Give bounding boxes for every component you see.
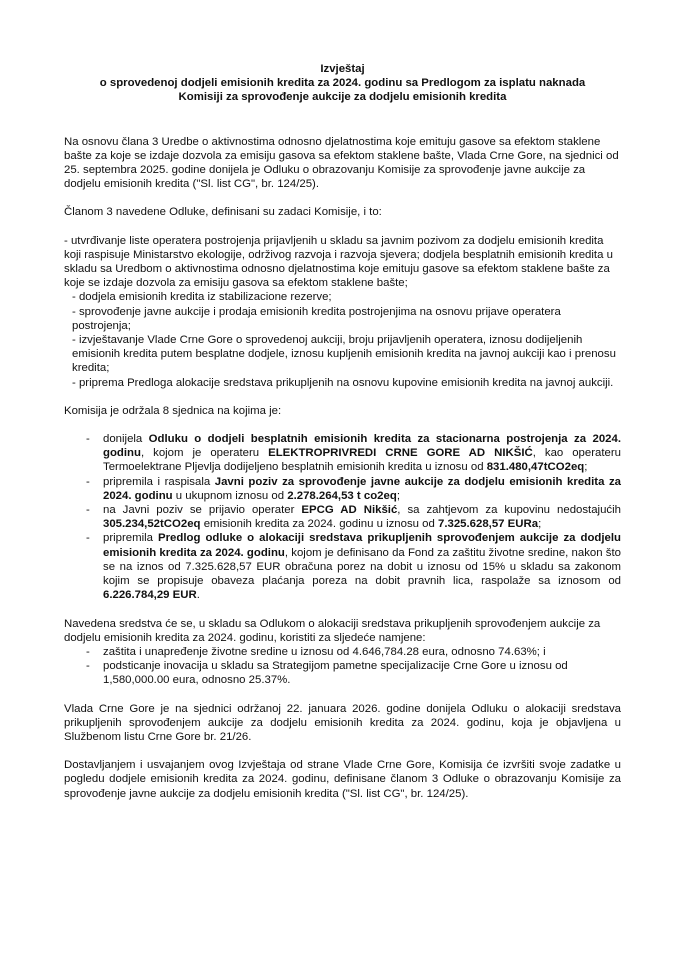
text-span: , kojom je operateru (140, 447, 269, 460)
title-line-3: Komisiji za sprovođenje aukcije za dodjelu emisionih kredita (178, 91, 507, 104)
proposal-name: Predlog odluke o alokaciji sredstava prikupljenih sprovođenjem aukcije za dodjelu emisionih kredita za 2024. godinu (103, 532, 621, 559)
tasks-list (64, 234, 621, 390)
text-span: , kojom je definisano da Fond za zaštitu životne sredine, nakon što se na iznos od 7.325.628,57 EUR obračuna porez na dobit u iznosu od 15% u skladu sa zakonom kojim se propisuje obaveza plaćanja poreza na dobit pravnih lica, raspolaže sa iznosom od (103, 546, 621, 588)
purpose-item (64, 645, 621, 659)
text-span: . (196, 589, 200, 602)
session-item (64, 531, 621, 602)
text-span: donijela (103, 433, 149, 446)
intro-paragraph: Na osnovu člana 3 Uredbe o aktivnostima odnosno djelatnostima koje emituju gasove sa efektom staklene bašte za koje se izdaje dozvola za emisiju gasova sa efektom staklene bašte, Vlada Crne Gore, na sjednici od 25. septembra 2025. godine donijela je Odluku o obrazovanju Komisije za sprovođenje javne aukcije za dodjelu emisionih kredita ("Sl. list CG", br. 124/25). (64, 135, 619, 191)
session-item (64, 432, 621, 475)
title-line-2: o sprovedenoj dodjeli emisionih kredita za 2024. godinu sa Predlogom za isplatu naknada (99, 77, 586, 90)
amount: 7.325.628,57 EURa (438, 518, 539, 531)
task-item: - sprovođenje javne aukcije i prodaja emisionih kredita postrojenjima na osnovu prijave operatera postrojenja; (72, 305, 561, 332)
task-item: - dodjela emisionih kredita iz stabilizacione rezerve; (72, 291, 332, 304)
purpose-text: zaštita i unapređenje životne sredine u iznosu od 4.646,784.28 eura, odnosno 74.63%; i (103, 645, 546, 658)
purpose-item (64, 659, 621, 687)
task-item: - priprema Predloga alokacije sredstava prikupljenih na osnovu kupovine emisionih kredita na javnoj aukciji. (72, 376, 614, 389)
sessions-list (64, 432, 621, 602)
amount: 2.278.264,53 t co2eq (287, 489, 397, 502)
purposes-intro: Navedena sredstva će se, u skladu sa Odlukom o alokaciji sredstava prikupljenih sprovođenjem aukcije za dodjelu emisionih kredita za 2024. godinu, koristiti za sljedeće namjene: (64, 617, 601, 644)
amount: 831.480,47tCO2eq (486, 461, 585, 474)
list-dash: - (86, 645, 90, 658)
purpose-text: podsticanje inovacija u skladu sa Strategijom pametne specijalizacije Crne Gore u iznosu od 1,580,000.00 eura, odnosno 25.37%. (103, 660, 568, 687)
amount: 6.226.784,29 EUR (103, 589, 197, 602)
decision-name: Odluku o dodjeli besplatnih emisionih kredita za stacionarna postrojenja za 2024. godinu (103, 433, 621, 460)
task-item: - utvrđivanje liste operatera postrojenja prijavljenih u skladu sa javnim pozivom za dodjelu emisionih kredita koji raspisuje Ministarstvo ekologije, održivog razvoja i razvoja sjevera; dodjela besplatnih emisionih kredita u skladu sa Uredbom o aktivnostima odnosno djelatnostima koje emituju gasove sa efektom staklene bašte za koje se izdaje dozvola za emisiju gasova sa efektom staklene bašte; (64, 234, 613, 290)
list-dash: - (86, 660, 90, 673)
text-span: ; (584, 461, 588, 474)
text-span: u ukupnom iznosu od (172, 489, 288, 502)
purposes-list (64, 645, 621, 688)
public-call-name: Javni poziv za sprovođenje javne aukcije za dodjelu emisionih kredita za 2024. godinu (103, 475, 621, 502)
text-span: , kao operateru Termoelektrane Pljevlja dodijeljeno besplatnih emisionih kredita u iznosu od (103, 447, 621, 474)
operator-name: ELEKTROPRIVREDI CRNE GORE AD NIKŠIĆ (268, 447, 533, 460)
list-dash: - (86, 433, 90, 446)
text-span: , sa zahtjevom za kupovinu nedostajućih (397, 504, 621, 517)
session-item (64, 503, 621, 531)
closing-paragraph: Dostavljanjem i usvajanjem ovog Izvještaja od strane Vlade Crne Gore, Komisija će izvršiti svoje zadatke u pogledu dodjele emisionih kredita za 2024. godinu, definisane članom 3 Odluke o obrazovanju Komisije za sprovođenje javne aukcije za dodjelu emisionih kredita ("Sl. list CG", br. 124/25). (64, 759, 621, 800)
session-item (64, 475, 621, 503)
sessions-intro: Komisija je održala 8 sjednica na kojima je: (64, 404, 282, 417)
title-line-1: Izvještaj (320, 63, 365, 75)
document-title (64, 62, 621, 105)
text-span: na Javni poziv se prijavio operater (103, 504, 302, 517)
text-span: pripremila (103, 532, 159, 545)
amount: 305.234,52tCO2eq (103, 518, 201, 531)
text-span: ; (538, 518, 542, 531)
tasks-intro: Članom 3 navedene Odluke, definisani su zadaci Komisije, i to: (64, 206, 382, 219)
task-item: - izvještavanje Vlade Crne Gore o sprovedenoj aukciji, broju prijavljenih operatera, iznosu dodijeljenih emisionih kredita putem besplatne dodjele, iznosu kupljenih emisionih kredita na javnoj aukciji kao i prenosu kredita; (72, 334, 616, 375)
list-dash: - (86, 504, 90, 517)
list-dash: - (86, 475, 90, 488)
government-paragraph: Vlada Crne Gore je na sjednici održanoj 22. januara 2026. godine donijela Odluku o alokaciji sredstava prikupljenih sprovođenjem aukcije za dodjelu emisionih kredita za 2024. godinu, koja je objavljena u Službenom listu Crne Gore br. 21/26. (64, 702, 621, 743)
text-span: ; (396, 489, 400, 502)
text-span: pripremila i raspisala (103, 475, 215, 488)
text-span: emisionih kredita za 2024. godinu u iznosu od (200, 518, 438, 531)
list-dash: - (86, 532, 90, 545)
operator-name: EPCG AD Nikšić (301, 504, 398, 517)
